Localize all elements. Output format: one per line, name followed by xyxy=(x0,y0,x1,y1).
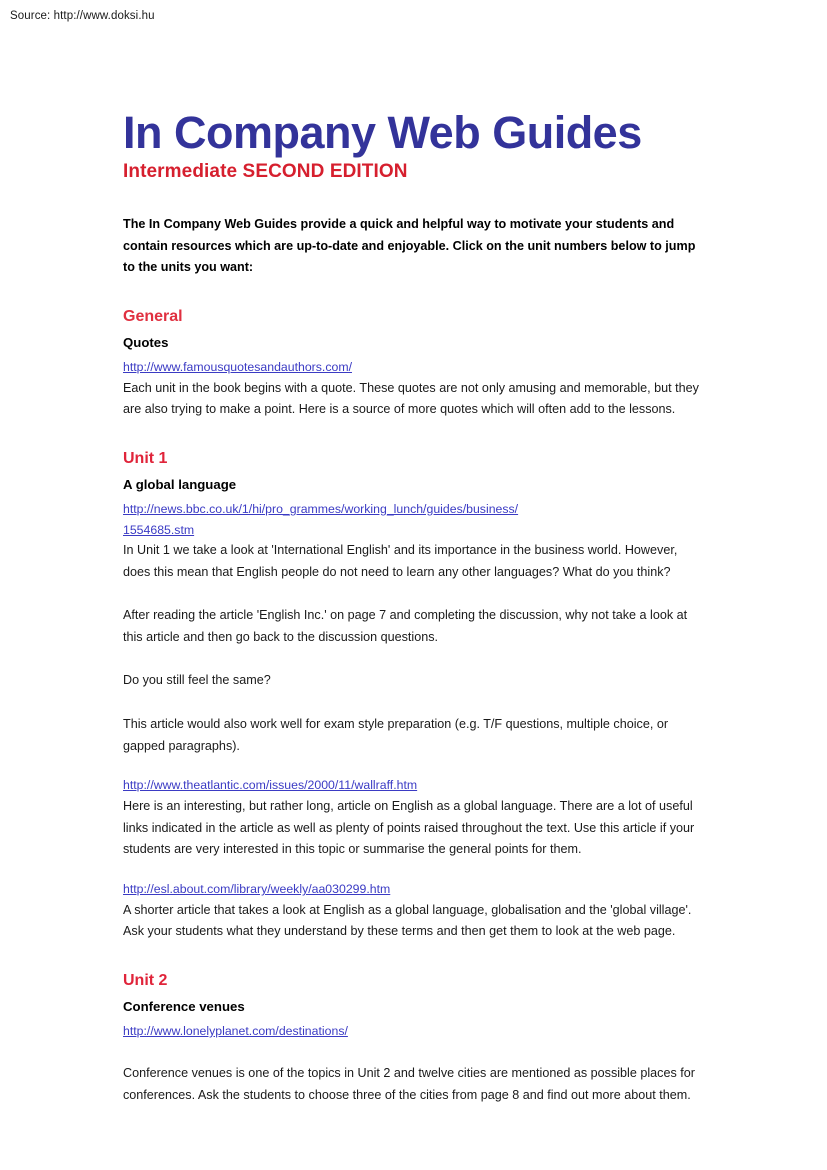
section-heading-unit-2: Unit 2 xyxy=(123,971,168,989)
paragraph-unit1-3: Do you still feel the same? xyxy=(123,673,271,688)
paragraph-unit1-4: This article would also work well for exam style preparation (e.g. T/F questions, multiple choice, or gapped paragraphs). xyxy=(123,716,669,753)
sub-heading-conference-venues: Conference venues xyxy=(123,998,245,1014)
section-heading-general: General xyxy=(123,308,183,326)
paragraph-unit1-1: In Unit 1 we take a look at 'International English' and its importance in the business world. However, does this mean that English people do not need to learn any other languages? What do you think? xyxy=(123,543,678,579)
source-attribution: Source: http://www.doksi.hu xyxy=(10,10,155,22)
page-title: In Company Web Guides xyxy=(123,107,642,158)
link-bbc-working-lunch-line-2[interactable]: 1554685.stm xyxy=(123,522,195,537)
paragraph-general-quotes: Each unit in the book begins with a quote. These quotes are not only amusing and memorable, but they are also trying to make a point. Here is a source of more quotes which will often add to the lessons. xyxy=(123,380,699,417)
link-famousquotesandauthors[interactable]: http://www.famousquotesandauthors.com/ xyxy=(123,360,352,375)
page-subtitle: Intermediate SECOND EDITION xyxy=(123,161,408,182)
paragraph-unit1-5: Here is an interesting, but rather long, article on English as a global language. There are a lot of useful links indicated in the article as well as plenty of points raised throughout the text. Use this article if your students are very interested in this topic or summarise the general points for them. xyxy=(123,798,695,857)
paragraph-unit1-2: After reading the article 'English Inc.' on page 7 and completing the discussion, why not take a look at this article and then go back to the discussion questions. xyxy=(123,608,688,645)
paragraph-unit2-1: Conference venues is one of the topics in Unit 2 and twelve cities are mentioned as possible places for conferences. Ask the students to choose three of the cities from page 8 and find out more about them. xyxy=(123,1066,695,1102)
link-theatlantic-wallraff[interactable]: http://www.theatlantic.com/issues/2000/11/wallraff.htm xyxy=(123,778,418,793)
document-content xyxy=(123,108,701,1107)
link-esl-about-weekly[interactable]: http://esl.about.com/library/weekly/aa030299.htm xyxy=(123,881,391,896)
sub-heading-quotes: Quotes xyxy=(123,335,169,351)
link-block-theatlantic xyxy=(123,775,701,861)
link-bbc-working-lunch-line-1[interactable]: http://news.bbc.co.uk/1/hi/pro_grammes/working_lunch/guides/business/ xyxy=(123,502,519,517)
link-lonelyplanet-destinations[interactable]: http://www.lonelyplanet.com/destinations/ xyxy=(123,1023,348,1038)
section-heading-unit-1: Unit 1 xyxy=(123,450,168,468)
link-block-esl-about xyxy=(123,879,701,943)
paragraph-unit1-6: A shorter article that takes a look at English as a global language, globalisation and the 'global village'. Ask your students what they understand by these terms and then get them to look at the web page. xyxy=(123,902,692,939)
intro-paragraph: The In Company Web Guides provide a quick and helpful way to motivate your students and contain resources which are up-to-date and enjoyable. Click on the unit numbers below to jump to the units you want: xyxy=(123,217,696,275)
sub-heading-a-global-language: A global language xyxy=(123,477,237,493)
